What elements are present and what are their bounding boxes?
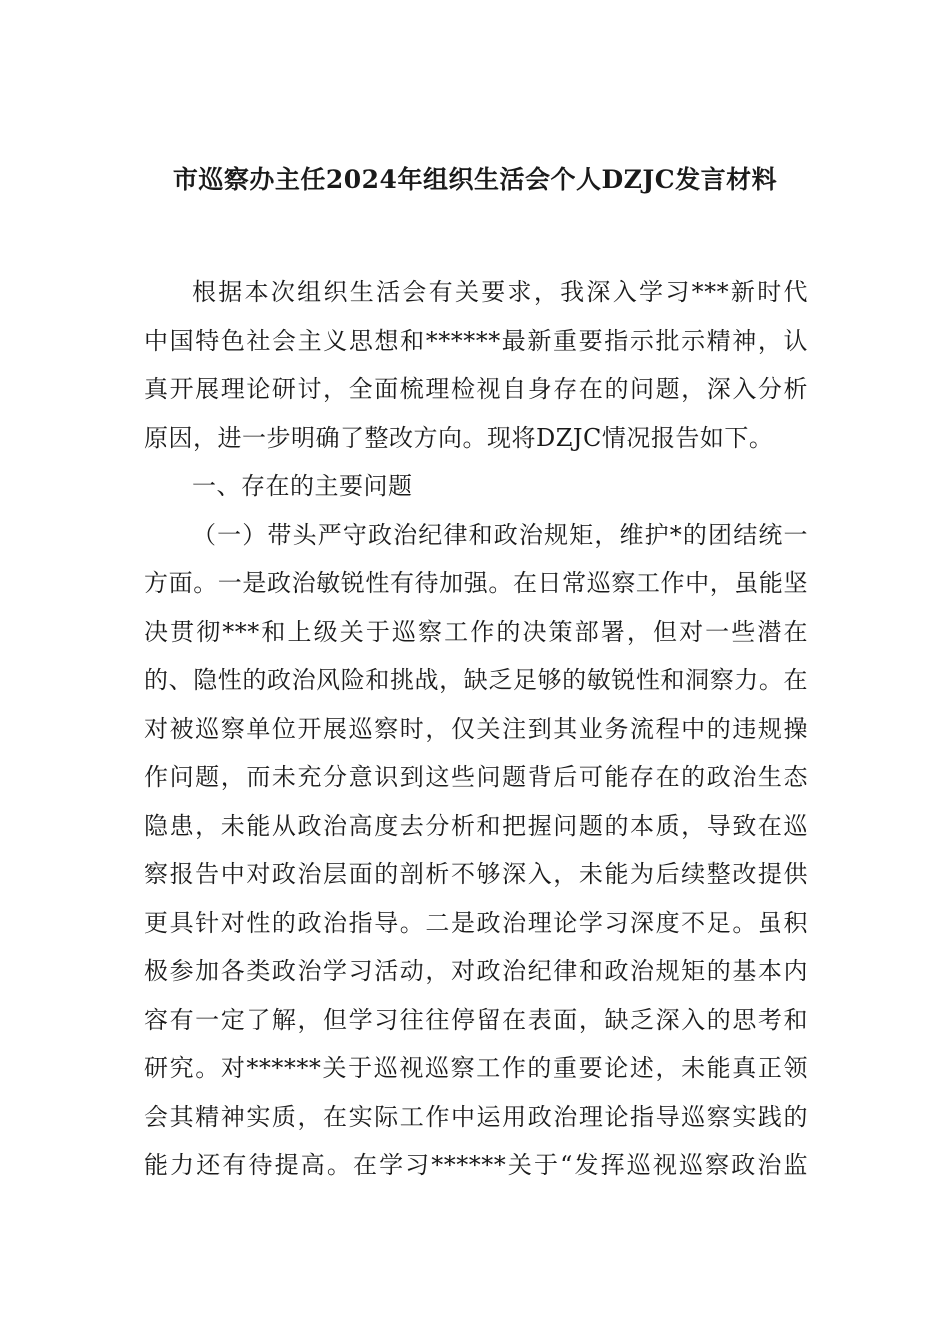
body-line: 隐患，未能从政治高度去分析和把握问题的本质，导致在巡 bbox=[144, 811, 808, 840]
body-line: 真开展理论研讨，全面梳理检视自身存在的问题，深入分析 bbox=[144, 375, 808, 403]
body-line: 能力还有待提高。在学习******关于“发挥巡视巡察政治监 bbox=[144, 1151, 808, 1179]
body-line: （一）带头严守政治纪律和政治规矩，维护*的团结统一 bbox=[192, 520, 808, 549]
body-line: 极参加各类政治学习活动，对政治纪律和政治规矩的基本内 bbox=[144, 957, 808, 985]
body-line: 研究。对******关于巡视巡察工作的重要论述，未能真正领 bbox=[144, 1054, 808, 1082]
body-line: 更具针对性的政治指导。二是政治理论学习深度不足。虽积 bbox=[144, 908, 808, 937]
body-line: 会其精神实质，在实际工作中运用政治理论指导巡察实践的 bbox=[144, 1102, 808, 1131]
body-line: 方面。一是政治敏锐性有待加强。在日常巡察工作中，虽能坚 bbox=[144, 569, 808, 597]
document-body bbox=[144, 268, 808, 1190]
body-line: 对被巡察单位开展巡察时，仅关注到其业务流程中的违规操 bbox=[144, 714, 808, 743]
body-line: 容有一定了解，但学习往往停留在表面，缺乏深入的思考和 bbox=[144, 1005, 808, 1034]
body-line: 一、存在的主要问题 bbox=[192, 472, 413, 500]
document-title: 市巡察办主任2024年组织生活会个人DZJC发言材料 bbox=[172, 165, 778, 194]
body-line: 中国特色社会主义思想和******最新重要指示批示精神，认 bbox=[144, 326, 808, 355]
body-line: 的、隐性的政治风险和挑战，缺乏足够的敏锐性和洞察力。在 bbox=[144, 666, 808, 694]
body-line: 察报告中对政治层面的剖析不够深入，未能为后续整改提供 bbox=[144, 860, 808, 888]
body-line: 作问题，而未充分意识到这些问题背后可能存在的政治生态 bbox=[144, 763, 808, 791]
body-line: 决贯彻***和上级关于巡察工作的决策部署，但对一些潜在 bbox=[144, 617, 808, 646]
body-line: 根据本次组织生活会有关要求，我深入学习***新时代 bbox=[192, 278, 808, 306]
body-line: 原因，进一步明确了整改方向。现将DZJC情况报告如下。 bbox=[144, 423, 774, 452]
